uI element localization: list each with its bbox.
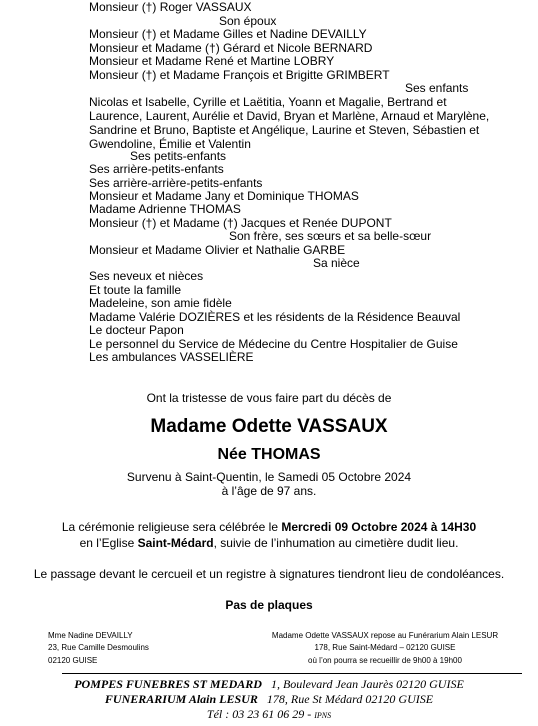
contact-left-city: 02120 GUISE [48, 656, 98, 665]
ceremony-line [0, 520, 538, 534]
footer-phone [0, 707, 538, 723]
family-line: Le docteur Papon [89, 323, 184, 337]
family-line: Madame Valérie DOZIÈRES et les résidents de la Résidence Beauval [89, 310, 461, 324]
relation-label: Son époux [219, 14, 277, 28]
family-line: Monsieur (†) Roger VASSAUX [89, 0, 252, 14]
contact-left-name: Mme Nadine DEVAILLY [48, 631, 133, 640]
contact-left-street: 23, Rue Camille Desmoulins [48, 643, 149, 652]
contact-right-line2: 178, Rue Saint-Médard – 02120 GUISE [314, 643, 456, 652]
contact-right-line1: Madame Odette VASSAUX repose au Funérarium Alain LESUR [271, 631, 499, 640]
no-flowers-notice: Pas de plaques [225, 598, 313, 612]
family-line: Monsieur (†) et Madame Gilles et Nadine DEVAILLY [89, 27, 367, 41]
footer-divider [62, 673, 522, 674]
family-line: Monsieur et Madame Jany et Dominique THOMAS [89, 189, 359, 203]
deceased-name: Madame Odette VASSAUX [150, 416, 388, 437]
funerarium-name: FUNERARIUM Alain LESUR [104, 692, 258, 706]
family-line: Le personnel du Service de Médecine du Centre Hospitalier de Guise [89, 337, 458, 351]
death-date-line: Survenu à Saint-Quentin, le Samedi 05 Octobre 2024 [126, 470, 412, 484]
church-name: Saint-Médard [137, 536, 214, 550]
family-line: Ses arrière-petits-enfants [89, 162, 224, 176]
relation-label: Son frère, ses sœurs et sa belle-sœur [229, 229, 432, 243]
church-line [0, 536, 538, 550]
family-line: Monsieur (†) et Madame (†) Jacques et Renée DUPONT [89, 216, 392, 230]
contact-right-line3: où l’on pourra se recueillir de 9h00 à 19h00 [308, 656, 462, 665]
age-line: à l’âge de 97 ans. [221, 484, 317, 498]
funeral-home-name: POMPES FUNEBRES ST MEDARD [74, 677, 262, 691]
condolences-text: Le passage devant le cercueil et un registre à signatures tiendront lieu de condoléances. [33, 567, 505, 581]
family-line: Madeleine, son amie fidèle [89, 296, 232, 310]
announcement-text: Ont la tristesse de vous faire part du décès de [146, 391, 392, 405]
relation-label: Sa nièce [313, 256, 360, 270]
birth-name: Née THOMAS [217, 446, 321, 463]
family-line: Ses arrière-arrière-petits-enfants [89, 176, 263, 190]
church-followup: , suivie de l’inhumation au cimetière dudit lieu. [213, 536, 459, 550]
ceremony-intro: La cérémonie religieuse sera célébrée le [61, 520, 282, 534]
family-line: Monsieur et Madame (†) Gérard et Nicole BERNARD [89, 41, 373, 55]
family-line-grandchildren: Nicolas et Isabelle, Cyrille et Laëtitia, Yoann et Magalie, Bertrand et Laurence, Laurent, Aurélie et David, Bryan et Marlène, Arnaud et Marylène, Sandrine et Bruno, Baptiste et Angélique, Laurine et Steven, Sébastien et Gwendoline, Émilie et Valentin [89, 95, 490, 151]
family-line: Et toute la famille [89, 283, 182, 297]
funeral-home-address: 1, Boulevard Jean Jaurès 02120 GUISE [270, 677, 464, 691]
family-line: Monsieur (†) et Madame François et Brigitte GRIMBERT [89, 68, 390, 82]
family-line: Madame Adrienne THOMAS [89, 202, 241, 216]
relation-label: Ses petits-enfants [130, 149, 227, 163]
family-line: Ses neveux et nièces [89, 269, 204, 283]
footer-funerarium [0, 692, 538, 706]
footer-funeral-home [0, 677, 538, 691]
family-line: Monsieur et Madame Olivier et Nathalie GARBE [89, 243, 346, 257]
funerarium-address: 178, Rue St Médard 02120 GUISE [266, 692, 434, 706]
relation-label: Ses enfants [405, 81, 469, 95]
family-line: Les ambulances VASSELIÈRE [89, 350, 254, 364]
family-line: Monsieur et Madame René et Martine LOBRY [89, 54, 335, 68]
phone-number: Tél : 03 23 61 06 29 - [206, 707, 315, 721]
ipns-label: IPNS [314, 711, 332, 720]
church-intro: en l’Eglise [79, 536, 138, 550]
ceremony-datetime: Mercredi 09 Octobre 2024 à 14H30 [281, 520, 477, 534]
